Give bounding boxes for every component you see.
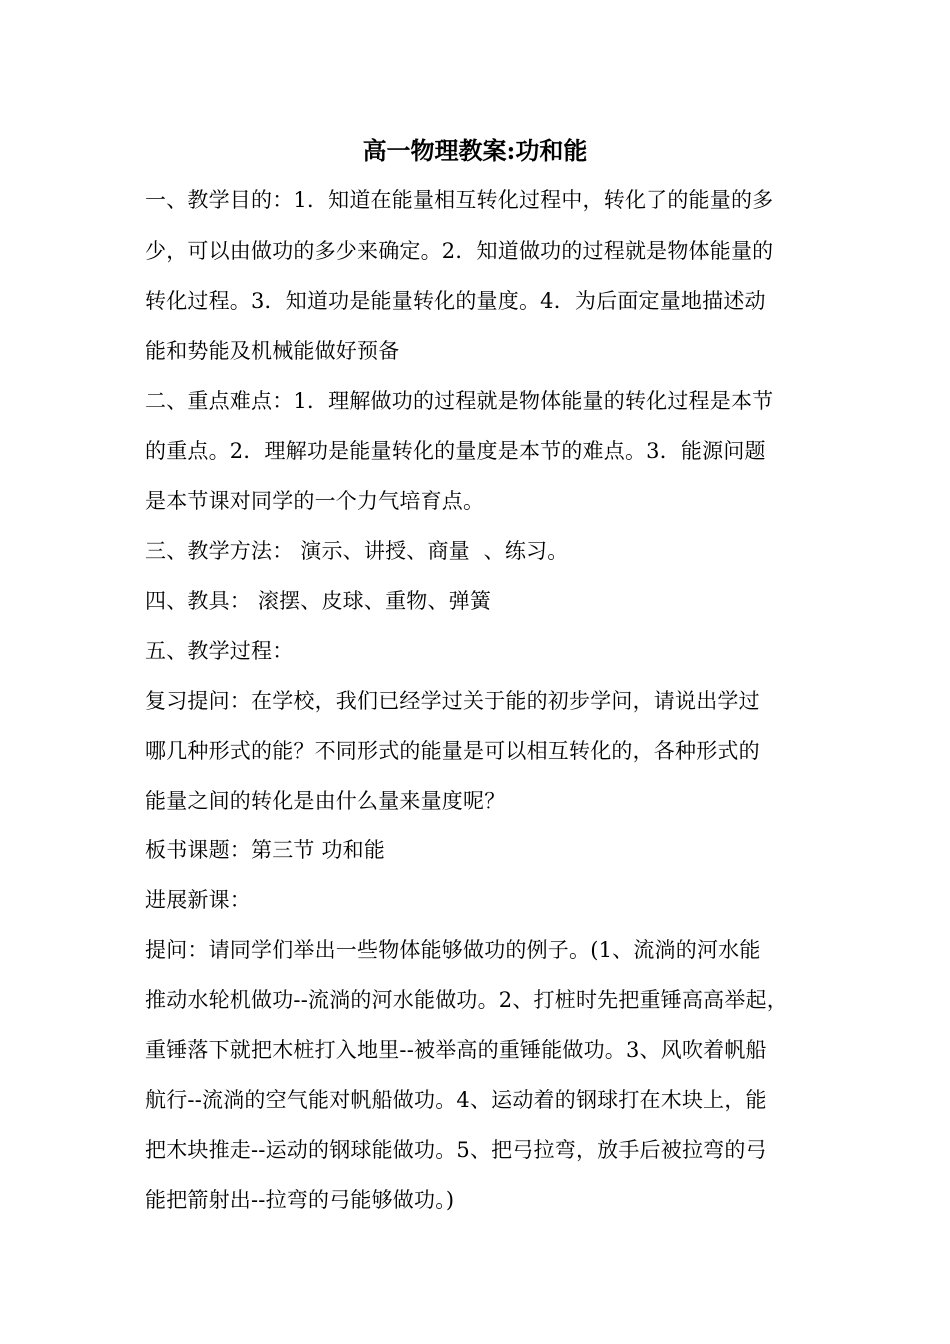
text-line-3: 转化过程。3．知道功是能量转化的量度。4．为后面定量地描述动 <box>145 289 766 313</box>
text-line-13: 能量之间的转化是由什么量来量度呢？ <box>145 789 506 813</box>
text-line-5: 二、重点难点：1．理解做功的过程就是物体能量的转化过程是本节 <box>145 389 774 413</box>
text-line-6: 的重点。2．理解功是能量转化的量度是本节的难点。3．能源问题 <box>145 439 766 463</box>
text-line-17: 推动水轮机做功--流淌的河水能做功。2、打桩时先把重锤高高举起， <box>145 988 788 1012</box>
text-line-14: 板书课题：第三节 功和能 <box>145 838 386 862</box>
text-line-10: 五、教学过程： <box>145 639 294 663</box>
text-line-21: 能把箭射出--拉弯的弓能够做功。) <box>145 1188 455 1212</box>
text-line-1: 一、教学目的：1．知道在能量相互转化过程中，转化了的能量的多 <box>145 188 774 212</box>
text-line-12: 哪几种形式的能？不同形式的能量是可以相互转化的，各种形式的 <box>145 739 760 763</box>
text-line-7: 是本节课对同学的一个力气培育点。 <box>145 489 485 513</box>
text-line-4: 能和势能及机械能做好预备 <box>145 339 400 363</box>
text-line-11: 复习提问：在学校，我们已经学过关于能的初步学问，请说出学过 <box>145 689 760 713</box>
text-line-20: 把木块推走--运动的钢球能做功。5、把弓拉弯，放手后被拉弯的弓 <box>145 1138 767 1162</box>
text-line-19: 航行--流淌的空气能对帆船做功。4、运动着的钢球打在木块上，能 <box>145 1088 767 1112</box>
text-line-15: 进展新课： <box>145 888 251 912</box>
document-title: 高一物理教案:功和能 <box>362 136 588 165</box>
text-line-2: 少，可以由做功的多少来确定。2．知道做功的过程就是物体能量的 <box>145 239 774 263</box>
text-line-8: 三、教学方法： 演示、讲授、商量 、练习。 <box>145 539 569 563</box>
text-line-16: 提问：请同学们举出一些物体能够做功的例子。(1、流淌的河水能 <box>145 938 761 962</box>
text-line-9: 四、教具： 滚摆、皮球、重物、弹簧 <box>145 589 492 613</box>
text-line-18: 重锤落下就把木桩打入地里--被举高的重锤能做功。3、风吹着帆船 <box>145 1038 767 1062</box>
